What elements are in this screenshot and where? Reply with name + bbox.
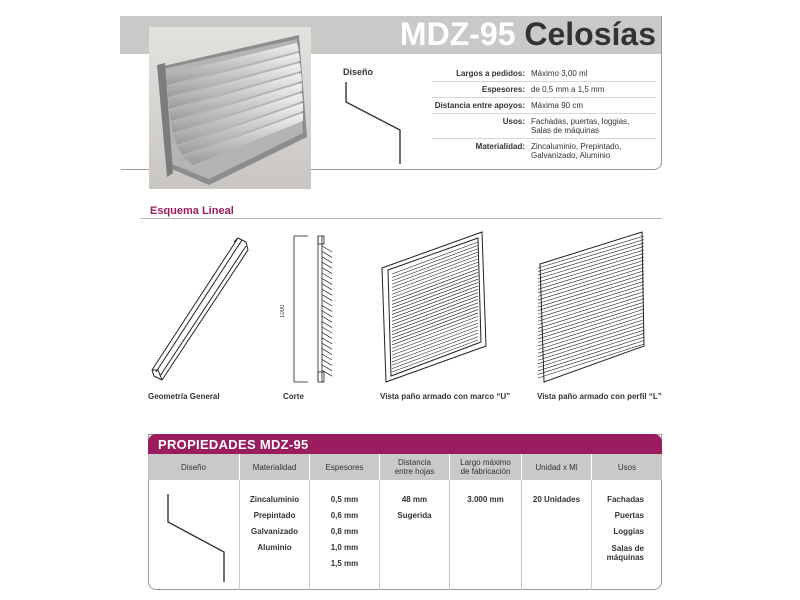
corte-slat-line [322, 251, 332, 257]
cell-materialidad [240, 480, 310, 590]
caption-vista-l: Vista paño armado con perfil “L” [537, 392, 662, 401]
caption-corte: Corte [283, 392, 304, 401]
vista-u-slat-line [392, 286, 478, 318]
specs-list [432, 66, 656, 163]
spec-label: Materialidad: [475, 142, 525, 151]
vista-u-slat-line [392, 276, 478, 308]
largo-value: 3.000 mm [467, 495, 504, 504]
properties-header [148, 454, 662, 480]
vista-u-slat-line [392, 272, 478, 304]
vista-l-slat-line [538, 330, 644, 364]
spec-label: Espesores: [481, 85, 525, 94]
corte-dimension-label: 1000 [280, 304, 286, 318]
spec-label: Largos a pedidos: [456, 69, 525, 78]
vista-perfil-l-drawing [534, 228, 652, 386]
col-unidad: Unidad x Ml [522, 454, 592, 480]
corte-slat-line [322, 295, 332, 301]
usos-value: Salas de máquinas [606, 544, 644, 562]
spec-value: Máximo 3,00 ml [531, 69, 588, 78]
geometria-general-drawing [148, 234, 258, 384]
corte-slat-line [322, 300, 332, 306]
vista-u-slat-line [392, 320, 478, 352]
properties-body [148, 480, 662, 590]
vista-u-slat-line [392, 306, 478, 338]
vista-l-slat-line [538, 344, 644, 378]
vista-l-slat-line [538, 327, 644, 361]
page-title [360, 14, 662, 54]
spec-row [432, 139, 656, 163]
materialidad-value: Prepintado [253, 511, 296, 520]
vista-u-slat-line [392, 242, 478, 274]
caption-geometria: Geometría General [148, 392, 220, 401]
section-title: Esquema Lineal [150, 205, 234, 217]
vista-u-slat-line [392, 299, 478, 331]
corte-slat-line [322, 365, 332, 371]
vista-u-slat-line [392, 323, 478, 355]
header-divider [120, 54, 121, 170]
vista-u-slat-line [392, 316, 478, 348]
vista-u-slat-line [392, 296, 478, 328]
vista-l-slat-line [538, 313, 644, 346]
caption-vista-u: Vista paño armado con marco “U” [380, 392, 511, 401]
col-diseno: Diseño [148, 454, 240, 480]
corte-slat-line [322, 332, 332, 338]
vista-u-slat-line [392, 303, 478, 335]
vista-l-slat-line [538, 299, 644, 332]
vista-l-slat-line [538, 271, 644, 304]
col-distancia: Distancia entre hojas [380, 454, 450, 480]
usos-value: Loggias [613, 527, 644, 536]
corte-slat-line [322, 316, 332, 322]
spec-value: Máxima 90 cm [531, 101, 584, 110]
vista-l-slat-line [538, 236, 644, 268]
vista-u-slat-line [392, 256, 478, 288]
corte-slat-line [322, 311, 332, 317]
spec-row [432, 82, 656, 98]
materialidad-value: Aluminio [257, 543, 292, 552]
vista-l-slat-line [538, 341, 644, 375]
vista-u-slat-line [392, 245, 478, 277]
usos-value: Puertas [614, 511, 644, 520]
vista-u-slat-line [392, 269, 478, 301]
vista-l-slat-line [538, 246, 644, 278]
vista-l-slat-line [538, 257, 644, 289]
vista-l-slat-line [538, 281, 644, 314]
vista-u-slat-line [392, 283, 478, 315]
cell-unidad [522, 480, 592, 590]
vista-u-slat-line [392, 279, 478, 311]
corte-slat-line [322, 343, 332, 349]
vista-u-slat-line [392, 289, 478, 321]
espesor-value: 0,8 mm [330, 527, 359, 536]
vista-l-slat-line [538, 250, 644, 282]
vista-l-slat-line [538, 334, 644, 368]
vista-u-slat-line [392, 337, 478, 369]
vista-u-slat-line [392, 293, 478, 325]
vista-u-slat-line [392, 310, 478, 342]
diseno-label: Diseño [343, 67, 374, 77]
corte-slat-line [322, 246, 332, 252]
corte-slat-line [322, 273, 332, 279]
corte-slat-line [322, 370, 332, 376]
spec-value: de 0,5 mm a 1,5 mm [531, 85, 605, 94]
vista-l-slat-line [538, 306, 644, 339]
vista-l-slat-line [538, 309, 644, 342]
espesor-value: 0,5 mm [330, 495, 359, 504]
vista-l-slat-line [538, 292, 644, 325]
col-largo: Largo máximo de fabricación [450, 454, 522, 480]
distancia-note: Sugerida [397, 511, 432, 520]
z-profile-icon [154, 486, 234, 586]
col-espesores: Espesores [310, 454, 380, 480]
corte-slat-line [322, 284, 332, 290]
cell-diseno [148, 480, 240, 590]
vista-l-slat-line [538, 337, 644, 371]
product-model: MDZ-95 [399, 16, 516, 52]
vista-l-slat-line [538, 278, 644, 311]
section-divider [140, 218, 662, 219]
vista-l-slat-line [538, 274, 644, 307]
spec-label: Distancia entre apoyos: [434, 101, 525, 110]
distancia-value: 48 mm [401, 495, 428, 504]
vista-l-slat-line [538, 285, 644, 318]
spec-value: Fachadas, puertas, loggias, Salas de máquinas [531, 117, 630, 135]
vista-u-slat-line [392, 266, 478, 298]
corte-slat-line [322, 289, 332, 295]
corte-drawing [280, 232, 340, 386]
spec-value: Zincaluminio, Prepintado, Galvanizado, Aluminio [531, 142, 622, 160]
corte-slat-line [322, 305, 332, 311]
usos-value: Fachadas [607, 495, 644, 504]
corte-slat-line [322, 262, 332, 268]
corte-slat-line [322, 278, 332, 284]
vista-u-slat-line [392, 340, 478, 372]
vista-l-slat-line [538, 320, 644, 354]
vista-l-slat-line [538, 253, 644, 285]
corte-slat-line [322, 268, 332, 274]
espesor-value: 0,6 mm [330, 511, 359, 520]
vista-u-slat-line [392, 313, 478, 345]
vista-u-slat-line [392, 333, 478, 365]
cell-distancia [380, 480, 450, 590]
col-usos: Usos [617, 462, 637, 472]
product-name: Celosías [524, 16, 656, 52]
vista-l-slat-line [538, 239, 644, 271]
cell-usos [592, 480, 662, 590]
vista-l-slat-line [538, 302, 644, 335]
corte-slat-line [322, 354, 332, 360]
louver-panel-photo [149, 27, 311, 189]
corte-slat-line [322, 257, 332, 263]
corte-slat-line [322, 349, 332, 355]
spec-row [432, 66, 656, 82]
vista-u-slat-line [392, 330, 478, 362]
vista-l-slat-line [538, 316, 644, 349]
vista-l-slat-line [538, 260, 644, 292]
cell-largo [450, 480, 522, 590]
vista-u-slat-line [392, 252, 478, 284]
z-profile-icon [340, 80, 410, 168]
spec-label: Usos: [502, 117, 525, 126]
vista-l-slat-line [538, 288, 644, 321]
corte-slat-line [322, 359, 332, 365]
vista-u-slat-line [392, 262, 478, 294]
vista-l-slat-line [538, 295, 644, 328]
espesor-value: 1,5 mm [330, 559, 359, 568]
materialidad-value: Galvanizado [250, 527, 299, 536]
vista-l-slat-line [538, 264, 644, 297]
vista-marco-u-drawing [378, 228, 490, 386]
corte-slat-line [322, 322, 332, 328]
espesor-value: 1,0 mm [330, 543, 359, 552]
cell-espesores [310, 480, 380, 590]
corte-slat-line [322, 327, 332, 333]
spec-row [432, 114, 656, 139]
vista-l-slat-line [538, 267, 644, 300]
corte-slat-line [322, 338, 332, 344]
col-materialidad: Materialidad [240, 454, 310, 480]
materialidad-value: Zincaluminio [249, 495, 300, 504]
spec-row [432, 98, 656, 114]
unidad-value: 20 Unidades [532, 495, 581, 504]
properties-title: PROPIEDADES MDZ-95 [158, 437, 309, 452]
